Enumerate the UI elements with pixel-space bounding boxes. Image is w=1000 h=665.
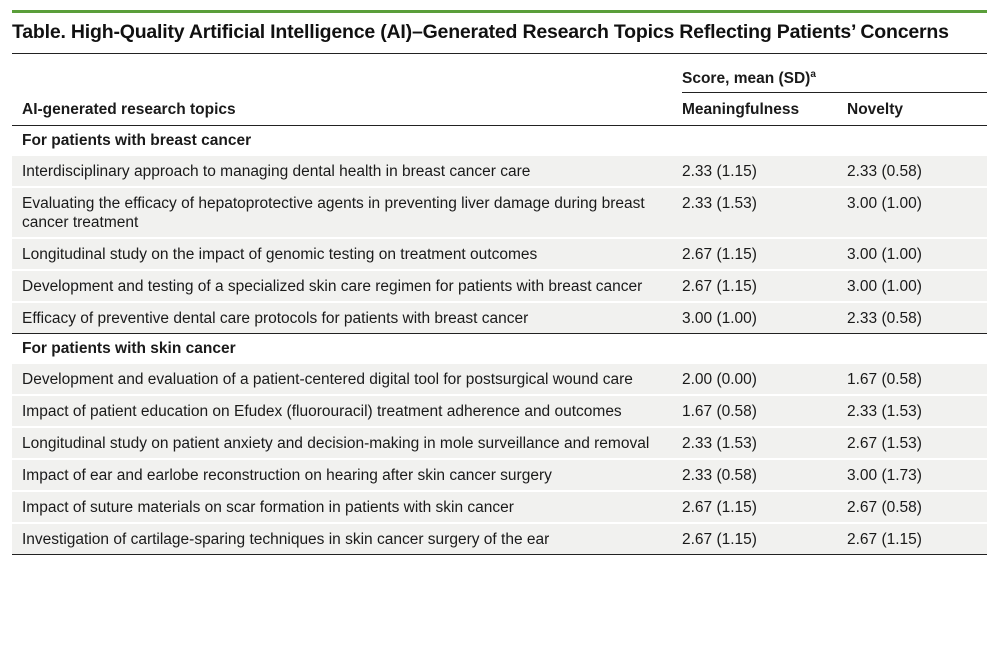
topic-cell: Longitudinal study on patient anxiety and decision-making in mole surveillance and removal [12, 427, 682, 459]
header-spacer [12, 66, 682, 93]
score-group-header [682, 66, 987, 93]
meaningfulness-cell: 2.67 (1.15) [682, 491, 847, 523]
novelty-cell: 2.67 (1.53) [847, 427, 987, 459]
section-row [12, 126, 987, 156]
section-label: For patients with skin cancer [12, 334, 987, 364]
col-header-meaningfulness: Meaningfulness [682, 93, 847, 126]
meaningfulness-cell: 2.00 (0.00) [682, 363, 847, 395]
meaningfulness-cell: 2.67 (1.15) [682, 270, 847, 302]
novelty-cell: 3.00 (1.00) [847, 270, 987, 302]
novelty-cell: 2.33 (0.58) [847, 155, 987, 187]
table-row [12, 523, 987, 555]
meaningfulness-cell: 2.33 (1.53) [682, 427, 847, 459]
topic-cell: Impact of ear and earlobe reconstruction on hearing after skin cancer surgery [12, 459, 682, 491]
meaningfulness-cell: 2.67 (1.15) [682, 238, 847, 270]
score-group-label: Score, mean (SD) [682, 70, 811, 87]
table-row [12, 270, 987, 302]
table-row [12, 302, 987, 334]
topic-cell: Interdisciplinary approach to managing dental health in breast cancer care [12, 155, 682, 187]
title-divider [12, 53, 987, 54]
col-header-topics: AI-generated research topics [12, 93, 682, 126]
novelty-cell: 2.67 (0.58) [847, 491, 987, 523]
topic-cell: Impact of suture materials on scar formation in patients with skin cancer [12, 491, 682, 523]
meaningfulness-cell: 2.33 (1.53) [682, 187, 847, 238]
topic-cell: Development and testing of a specialized skin care regimen for patients with breast cancer [12, 270, 682, 302]
table-figure [12, 10, 987, 555]
topic-cell: Investigation of cartilage-sparing techniques in skin cancer surgery of the ear [12, 523, 682, 555]
novelty-cell: 2.33 (0.58) [847, 302, 987, 334]
header-row-columns [12, 93, 987, 126]
table-body [12, 126, 987, 555]
topic-cell: Efficacy of preventive dental care protocols for patients with breast cancer [12, 302, 682, 334]
novelty-cell: 2.33 (1.53) [847, 395, 987, 427]
meaningfulness-cell: 2.67 (1.15) [682, 523, 847, 555]
col-header-novelty: Novelty [847, 93, 987, 126]
score-footnote-marker: a [810, 68, 816, 80]
meaningfulness-cell: 1.67 (0.58) [682, 395, 847, 427]
topic-cell: Impact of patient education on Efudex (fluorouracil) treatment adherence and outcomes [12, 395, 682, 427]
table-row [12, 427, 987, 459]
novelty-cell: 3.00 (1.00) [847, 187, 987, 238]
novelty-cell: 3.00 (1.73) [847, 459, 987, 491]
table-title: Table. High-Quality Artificial Intelligence (AI)–Generated Research Topics Reflecting Patients’ Concerns [12, 21, 949, 43]
table-row [12, 238, 987, 270]
topic-cell: Development and evaluation of a patient-centered digital tool for postsurgical wound care [12, 363, 682, 395]
meaningfulness-cell: 2.33 (0.58) [682, 459, 847, 491]
meaningfulness-cell: 3.00 (1.00) [682, 302, 847, 334]
top-accent-rule [12, 10, 987, 13]
meaningfulness-cell: 2.33 (1.15) [682, 155, 847, 187]
research-topics-table [12, 66, 987, 555]
novelty-cell: 2.67 (1.15) [847, 523, 987, 555]
header-row-group [12, 66, 987, 93]
novelty-cell: 1.67 (0.58) [847, 363, 987, 395]
table-row [12, 459, 987, 491]
table-row [12, 491, 987, 523]
table-row [12, 395, 987, 427]
table-row [12, 187, 987, 238]
novelty-cell: 3.00 (1.00) [847, 238, 987, 270]
table-row [12, 363, 987, 395]
topic-cell: Evaluating the efficacy of hepatoprotective agents in preventing liver damage during breast cancer treatment [12, 187, 682, 238]
section-label: For patients with breast cancer [12, 126, 987, 156]
table-row [12, 155, 987, 187]
topic-cell: Longitudinal study on the impact of genomic testing on treatment outcomes [12, 238, 682, 270]
section-row [12, 334, 987, 364]
